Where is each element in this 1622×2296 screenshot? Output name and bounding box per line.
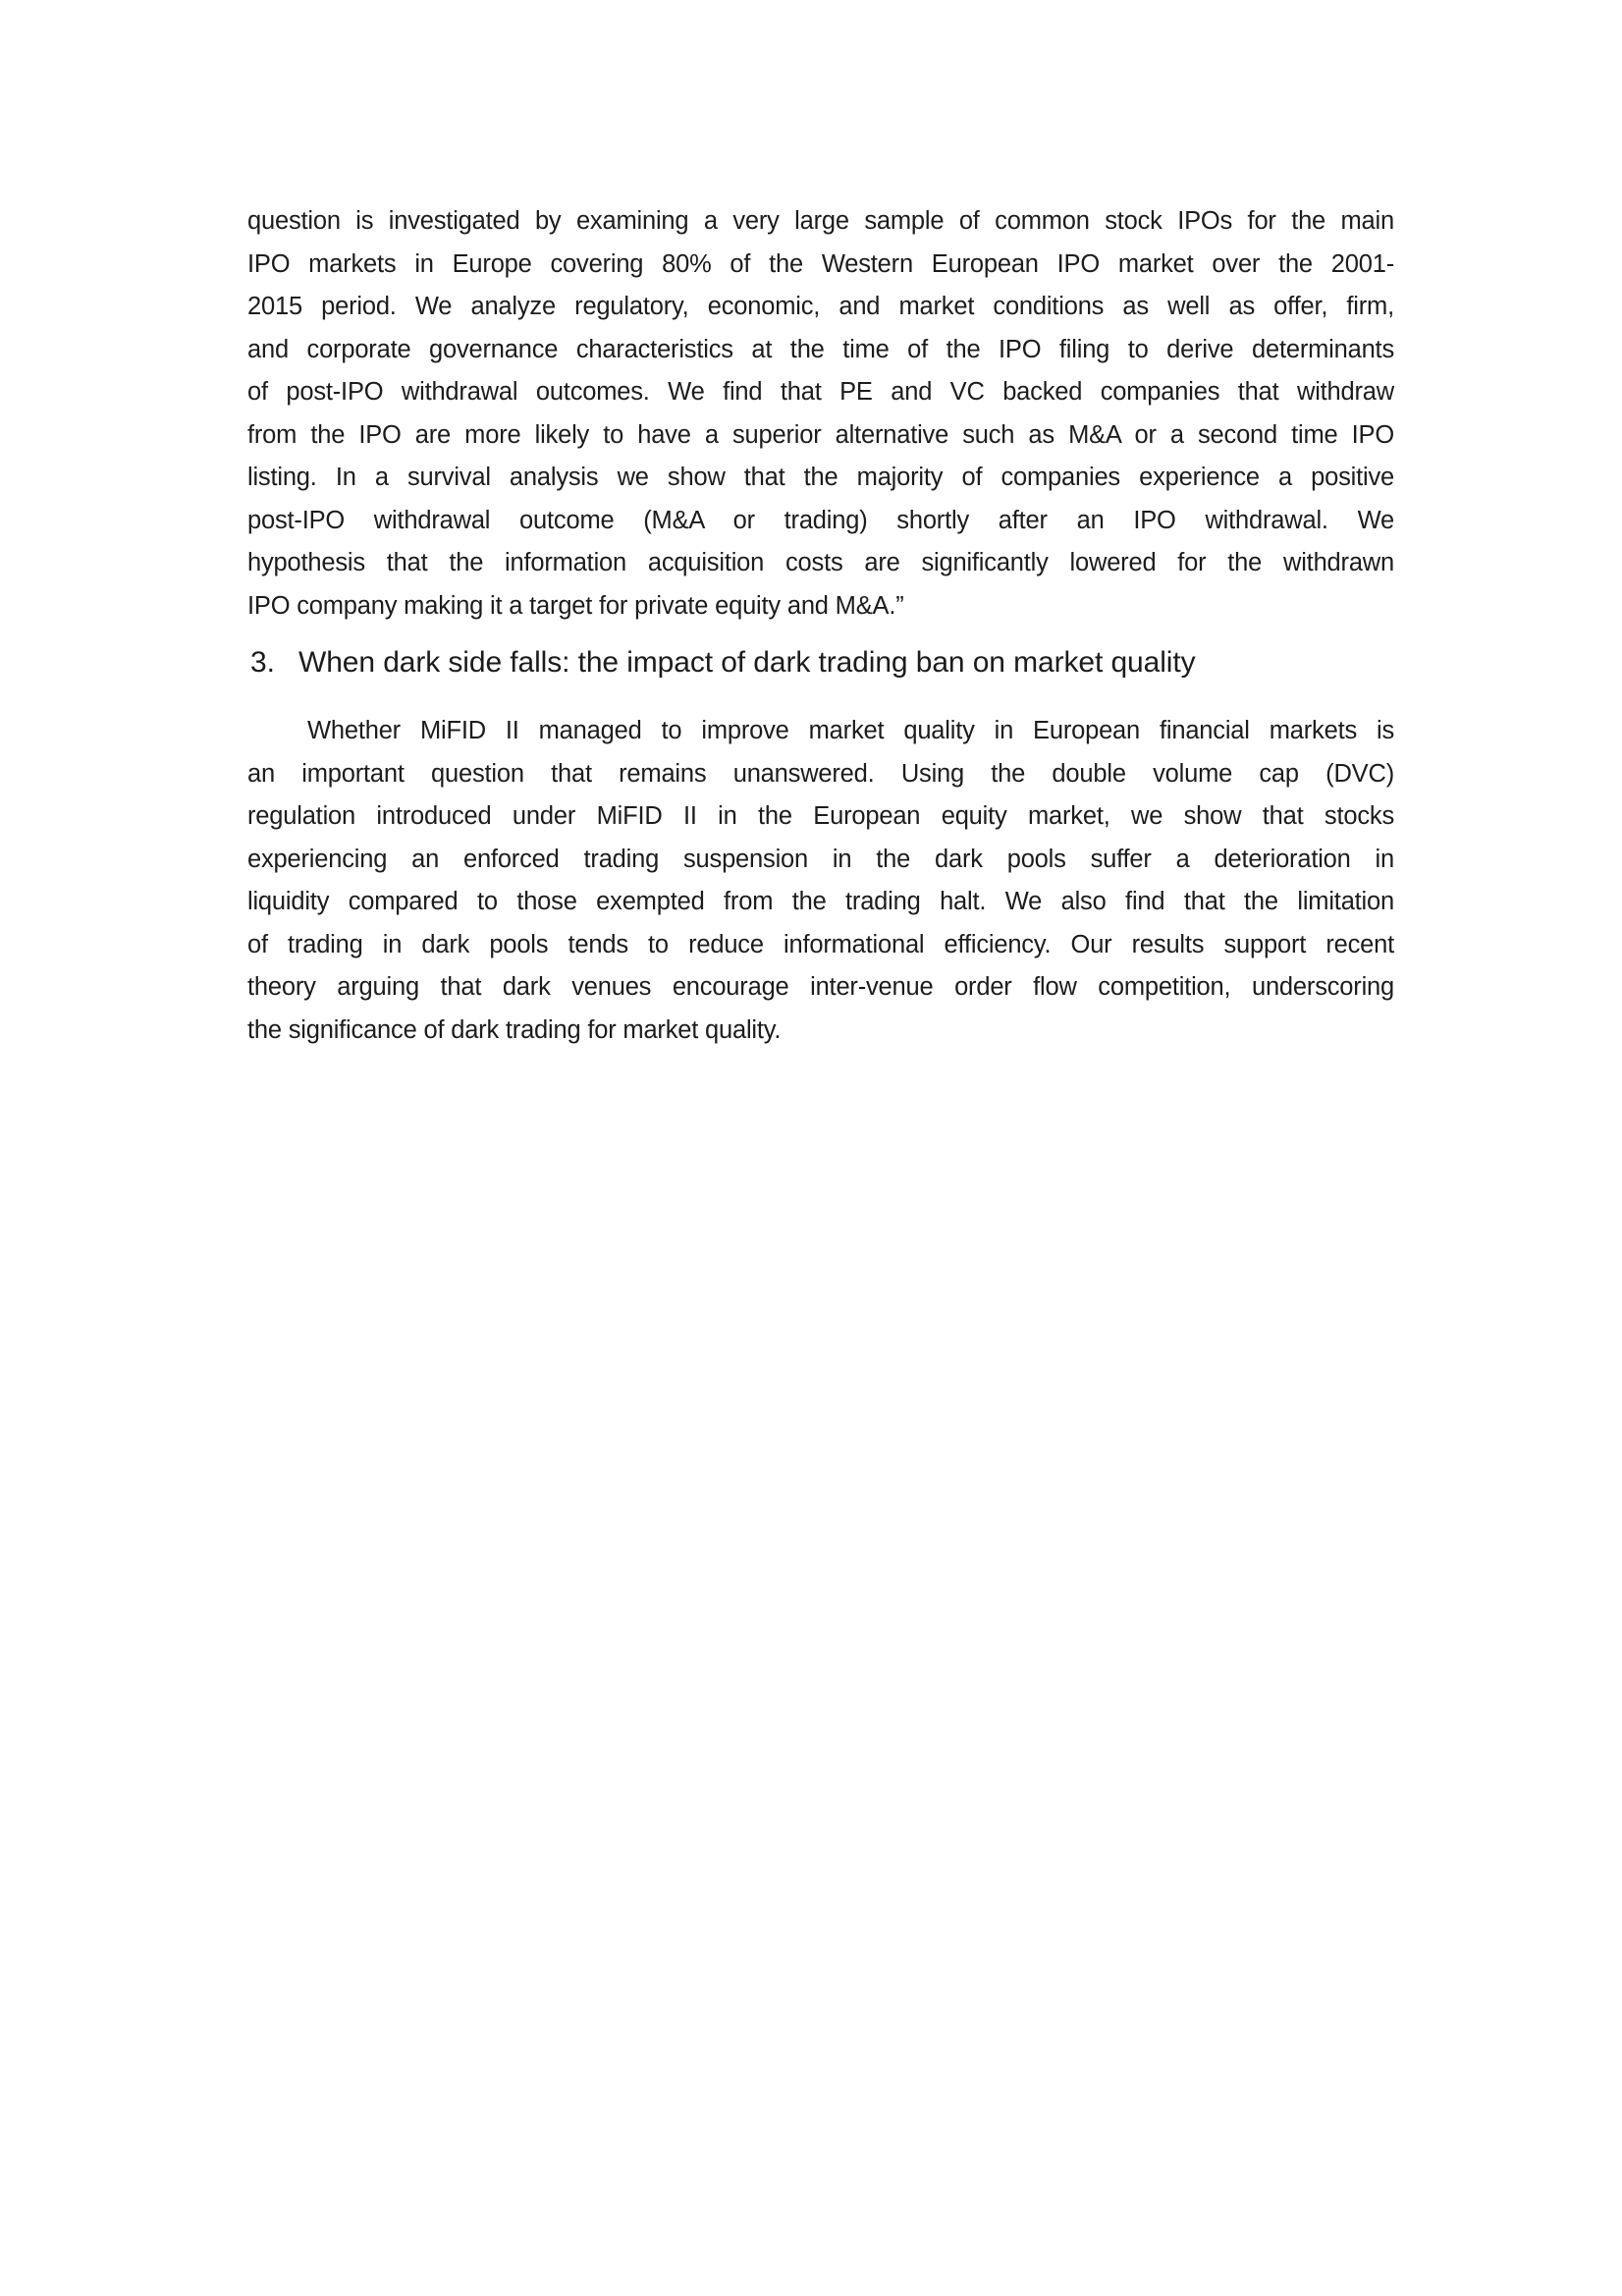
text-line: hypothesis that the information acquisition costs are significantly lowered for the withdrawn	[247, 549, 1394, 576]
abstract-continuation-paragraph	[247, 200, 1394, 628]
text-line: of trading in dark pools tends to reduce informational efficiency. Our results support recent	[247, 930, 1394, 958]
text-line: question is investigated by examining a very large sample of common stock IPOs for the main	[247, 207, 1394, 235]
text-line: from the IPO are more likely to have a superior alternative such as M&A or a second time IPO	[247, 420, 1394, 449]
page-content	[247, 200, 1394, 1052]
text-line: Whether MiFID II managed to improve market quality in European financial markets is	[307, 717, 1394, 744]
text-line: regulation introduced under MiFID II in the European equity market, we show that stocks	[247, 802, 1394, 830]
text-line: of post-IPO withdrawal outcomes. We find that PE and VC backed companies that withdraw	[247, 378, 1394, 406]
text-line: theory arguing that dark venues encourage inter-venue order flow competition, underscoring	[247, 973, 1394, 1001]
section-title: When dark side falls: the impact of dark trading ban on market quality	[298, 646, 1196, 679]
text-line: and corporate governance characteristics at the time of the IPO filing to derive determinants	[247, 335, 1394, 363]
text-line: listing. In a survival analysis we show that the majority of companies experience a positive	[247, 464, 1394, 491]
text-line: IPO company making it a target for private equity and M&A.”	[247, 591, 904, 620]
section-heading	[247, 639, 1394, 686]
text-line: an important question that remains unanswered. Using the double volume cap (DVC)	[247, 759, 1394, 788]
text-line: the significance of dark trading for market quality.	[247, 1015, 782, 1044]
text-line: 2015 period. We analyze regulatory, economic, and market conditions as well as offer, firm,	[247, 293, 1394, 320]
abstract-paragraph	[247, 710, 1394, 1052]
section-number: 3.	[250, 646, 275, 679]
text-line: IPO markets in Europe covering 80% of the Western European IPO market over the 2001-	[247, 249, 1394, 278]
text-line: experiencing an enforced trading suspension in the dark pools suffer a deterioration in	[247, 845, 1394, 873]
text-line: liquidity compared to those exempted from the trading halt. We also find that the limitation	[247, 888, 1394, 915]
text-line: post-IPO withdrawal outcome (M&A or trading) shortly after an IPO withdrawal. We	[247, 506, 1394, 534]
